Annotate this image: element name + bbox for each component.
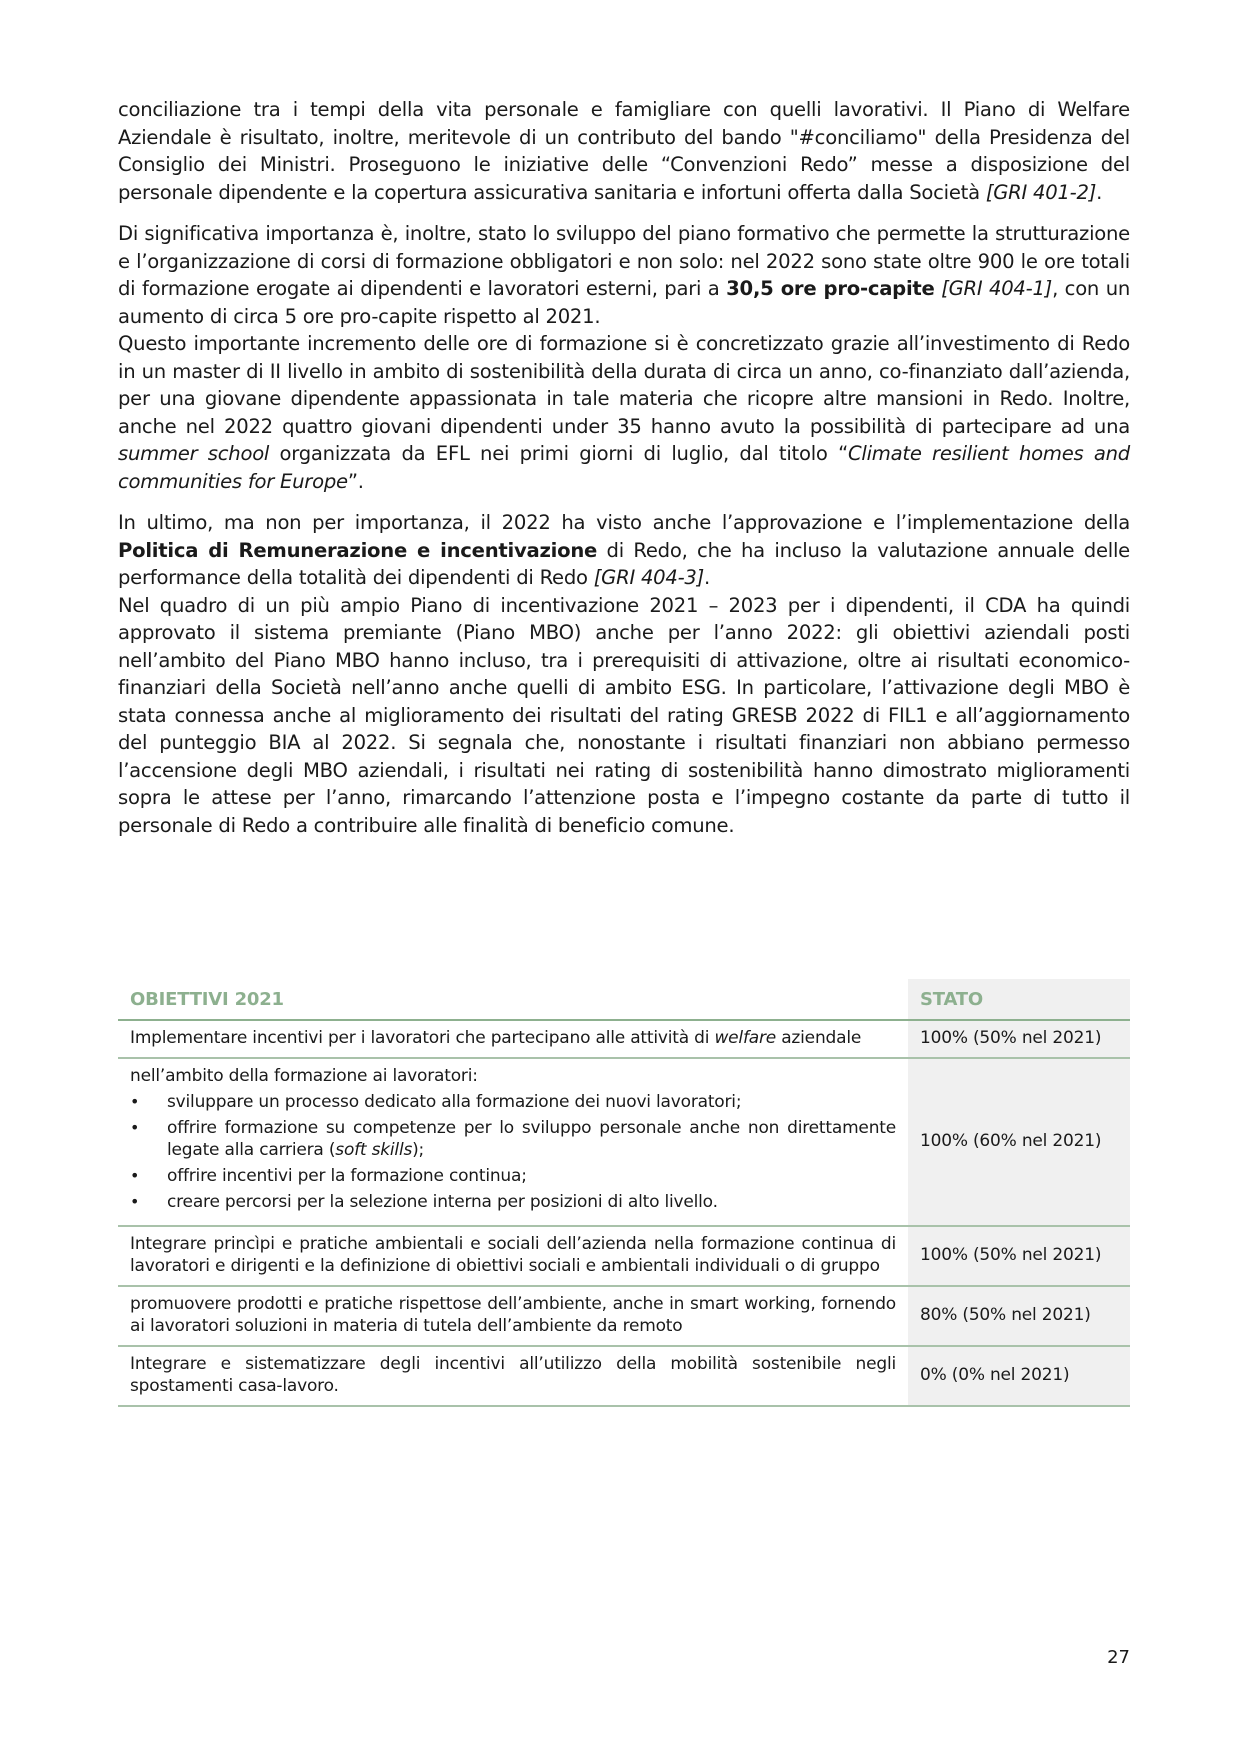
goal-bullet-list bbox=[130, 1091, 896, 1213]
goal-cell: Integrare e sistematizzare degli incentivi all’utilizzo della mobilità sostenibile negli spostamenti casa-lavoro. bbox=[118, 1346, 908, 1406]
paragraph-remuneration: In ultimo, ma non per importanza, il 2022 ha visto anche l’approvazione e l’implementazione della Politica di Remunerazione e incentivazione di Redo, che ha incluso la valutazione annuale delle performance della totalità dei dipendenti di Redo [GRI 404-3]. bbox=[118, 511, 1130, 589]
paragraph-welfare: conciliazione tra i tempi della vita personale e famigliare con quelli lavorativi. Il Piano di Welfare Aziendale è risultato, inoltre, meritevole di un contributo del bando "#conciliamo" della Presidenza del Consiglio dei Ministri. Proseguono le iniziative delle “Convenzioni Redo” messe a disposizione del personale dipendente e la copertura assicurativa sanitaria e infortuni offerta dalla Società [GRI 401-2]. bbox=[118, 98, 1130, 204]
table-row bbox=[118, 1346, 1130, 1406]
table-row bbox=[118, 1058, 1130, 1226]
header-status: STATO bbox=[908, 979, 1130, 1020]
status-cell: 0% (0% nel 2021) bbox=[908, 1346, 1130, 1406]
bullet-item: • creare percorsi per la selezione interna per posizioni di alto livello. bbox=[167, 1191, 896, 1213]
objectives-table bbox=[118, 979, 1130, 1407]
header-objectives: OBIETTIVI 2021 bbox=[118, 979, 908, 1020]
table-row bbox=[118, 1226, 1130, 1286]
status-cell: 100% (60% nel 2021) bbox=[908, 1058, 1130, 1226]
goal-cell bbox=[118, 1058, 908, 1226]
paragraph-mbo: Nel quadro di un più ampio Piano di incentivazione 2021 – 2023 per i dipendenti, il CDA ha quindi approvato il sistema premiante (Piano MBO) anche per l’anno 2022: gli obiettivi aziendali posti nell’ambito del Piano MBO hanno incluso, tra i prerequisiti di attivazione, oltre ai risultati economico-finanziari della Società nell’anno anche quelli di ambito ESG. In particolare, l’attivazione degli MBO è stata connessa anche al miglioramento dei risultati del rating GRESB 2022 di FIL1 e all’aggiornamento del punteggio BIA al 2022. Si segnala che, nonostante i risultati finanziari non abbiano permesso l’accensione degli MBO aziendali, i risultati nei rating di sostenibilità hanno dimostrato miglioramenti sopra le attese per l’anno, rimarcando l’attenzione posta e l’impegno costante da parte di tutto il personale di Redo a contribuire alle finalità di beneficio comune. bbox=[118, 593, 1130, 837]
bullet-item: • offrire formazione su competenze per lo sviluppo personale anche non direttamente legate alla carriera (soft skills); bbox=[167, 1117, 896, 1161]
table-row bbox=[118, 1020, 1130, 1058]
bullet-item: • sviluppare un processo dedicato alla formazione dei nuovi lavoratori; bbox=[167, 1091, 896, 1113]
status-cell: 80% (50% nel 2021) bbox=[908, 1286, 1130, 1346]
body-text bbox=[118, 96, 1130, 849]
goal-cell: Integrare princìpi e pratiche ambientali e sociali dell’azienda nella formazione continua di lavoratori e dirigenti e la definizione di obiettivi sociali e ambientali individuali o di gruppo bbox=[118, 1226, 908, 1286]
goal-cell: Implementare incentivi per i lavoratori che partecipano alle attività di welfare aziendale bbox=[118, 1020, 908, 1058]
paragraph-training: Di significativa importanza è, inoltre, stato lo sviluppo del piano formativo che permette la strutturazione e l’organizzazione di corsi di formazione obbligatori e non solo: nel 2022 sono state oltre 900 le ore totali di formazione erogate ai dipendenti e lavoratori esterni, pari a 30,5 ore pro-capite [GRI 404-1], con un aumento di circa 5 ore pro-capite rispetto al 2021. bbox=[118, 222, 1131, 328]
bullet-item: • offrire incentivi per la formazione continua; bbox=[167, 1165, 896, 1187]
goal-cell: promuovere prodotti e pratiche rispettose dell’ambiente, anche in smart working, fornendo ai lavoratori soluzioni in materia di tutela dell’ambiente da remoto bbox=[118, 1286, 908, 1346]
table-header-row bbox=[118, 979, 1130, 1020]
page-number: 27 bbox=[1107, 1647, 1130, 1668]
table-row bbox=[118, 1286, 1130, 1346]
status-cell: 100% (50% nel 2021) bbox=[908, 1020, 1130, 1058]
paragraph-master: Questo importante incremento delle ore di formazione si è concretizzato grazie all’investimento di Redo in un master di II livello in ambito di sostenibilità della durata di circa un anno, co-finanziato dall’azienda, per una giovane dipendente appassionata in tale materia che ricopre altre mansioni in Redo. Inoltre, anche nel 2022 quattro giovani dipendenti under 35 hanno avuto la possibilità di partecipare ad una summer school organizzata da EFL nei primi giorni di luglio, dal titolo “Climate resilient homes and communities for Europe”. bbox=[118, 332, 1130, 493]
status-cell: 100% (50% nel 2021) bbox=[908, 1226, 1130, 1286]
goal-intro: nell’ambito della formazione ai lavoratori: bbox=[130, 1066, 478, 1086]
